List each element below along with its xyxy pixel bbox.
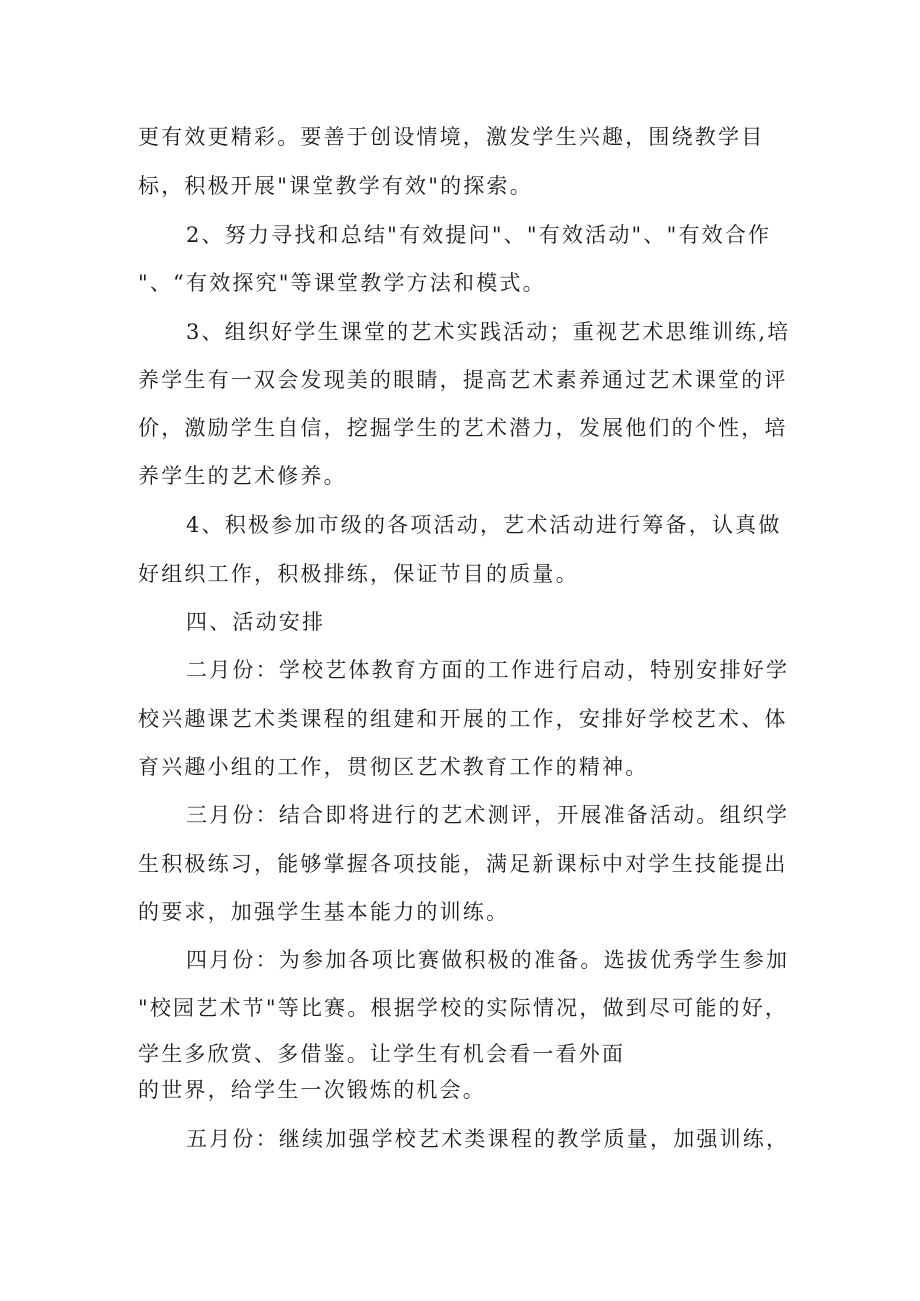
text-line: 好组织工作，积极排练，保证节目的质量。 — [138, 562, 579, 586]
text-line: 校兴趣课艺术类课程的组建和开展的工作，安排好学校艺术、体 — [138, 707, 788, 731]
text-line: 养学生有一双会发现美的眼睛，提高艺术素养通过艺术课堂的评 — [138, 368, 788, 392]
text-line: "、“有效探究"等课堂教学方法和模式。 — [138, 271, 546, 295]
text-line: 五月份：继续加强学校艺术类课程的教学质量，加强训练， — [186, 1127, 790, 1151]
text-line: 更有效更精彩。要善于创设情境，激发学生兴趣，围绕教学目 — [138, 125, 765, 149]
text-line: 二月份：学校艺体教育方面的工作进行启动，特别安排好学 — [186, 658, 790, 682]
text-line: "校园艺术节"等比赛。根据学校的实际情况，做到尽可能的好， — [138, 996, 789, 1020]
text-line: 3、组织好学生课堂的艺术实践活动；重视艺术思维训练,培 — [186, 320, 791, 344]
text-line: 学生多欣赏、多借鉴。让学生有机会看一看外面 — [138, 1042, 626, 1066]
text-line: 养学生的艺术修养。 — [138, 464, 347, 488]
text-line: 生积极练习，能够掌握各项技能，满足新课标中对学生技能提出 — [138, 852, 788, 876]
text-line: 2、努力寻找和总结"有效提问"、"有效活动"、"有效合作 — [186, 223, 772, 247]
text-line: 的世界，给学生一次锻炼的机会。 — [138, 1078, 486, 1102]
text-line: 标，积极开展"课堂教学有效"的探索。 — [138, 174, 533, 198]
text-line: 的要求，加强学生基本能力的训练。 — [138, 900, 510, 924]
section-heading: 四、活动安排 — [186, 610, 326, 634]
text-line: 三月份：结合即将进行的艺术测评，开展准备活动。组织学 — [186, 803, 790, 827]
text-line: 育兴趣小组的工作，贯彻区艺术教育工作的精神。 — [138, 755, 649, 779]
text-line: 4、积极参加市级的各项活动，艺术活动进行筹备，认真做 — [186, 513, 782, 537]
text-line: 价，激励学生自信，挖掘学生的艺术潜力，发展他们的个性，培 — [138, 416, 788, 440]
text-line: 四月份：为参加各项比赛做积极的准备。选拔优秀学生参加 — [186, 948, 790, 972]
